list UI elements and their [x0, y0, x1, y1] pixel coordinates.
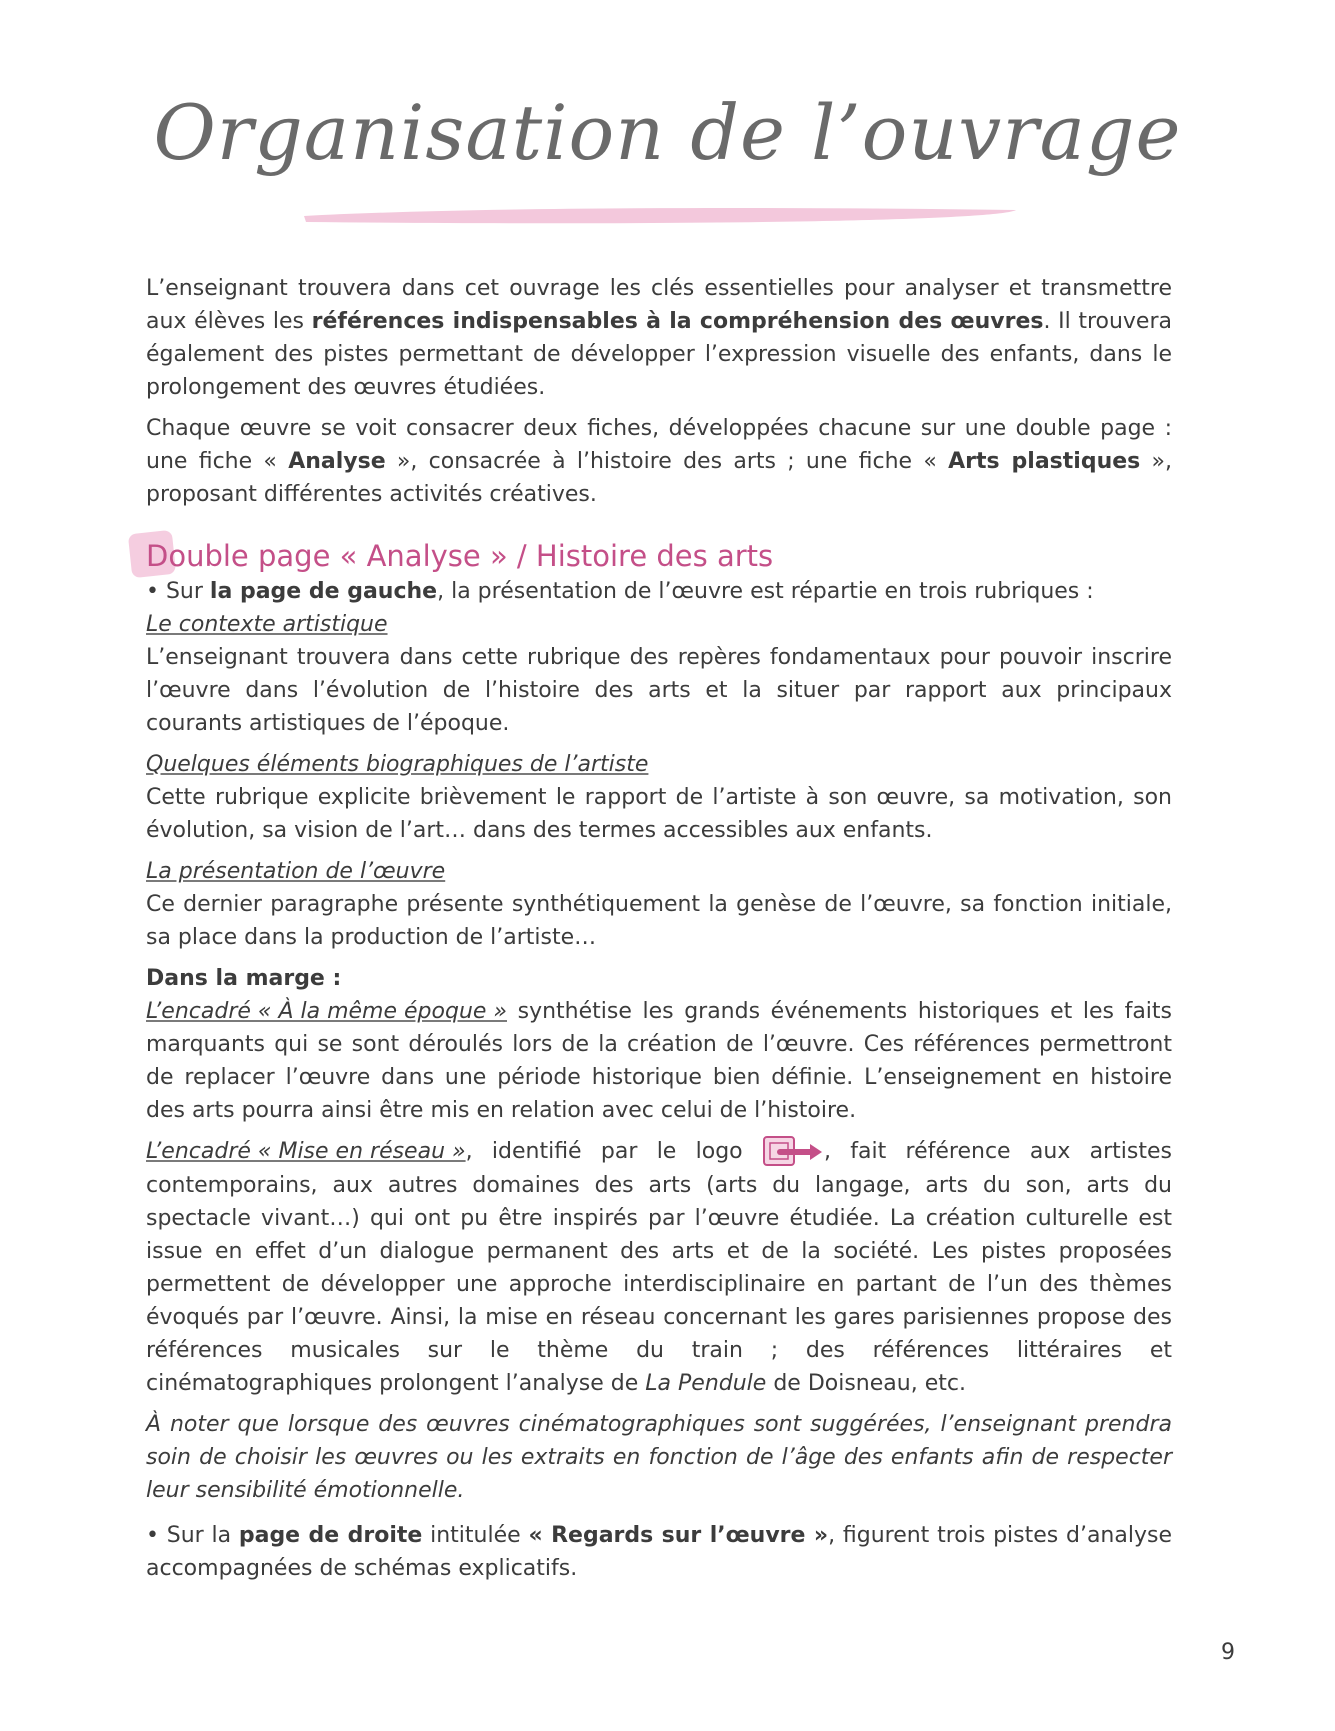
marge-heading — [146, 962, 1172, 995]
bullet2-bold-regards: « Regards sur l’œuvre » — [528, 1523, 829, 1548]
encadre-reseau-text-c: de Doisneau, etc. — [766, 1371, 966, 1396]
section-heading-text: Double page « Analyse » / Histoire des arts — [146, 539, 774, 573]
intro-p2-bold-arts: Arts plastiques — [948, 449, 1141, 474]
bio-text: Cette rubrique explicite brièvement le rapport de l’artiste à son œuvre, sa motivation, son évolution, sa vision de l’art… dans des termes accessibles aux enfants. — [146, 785, 1172, 843]
encadre-reseau-text-a: , identifié par le logo — [465, 1139, 762, 1164]
encadre-reseau-title: L’encadré « Mise en réseau » — [146, 1139, 466, 1164]
bullet2-bold-page: page de droite — [238, 1523, 423, 1548]
intro-paragraph-2 — [146, 412, 1172, 511]
presentation-subheading — [146, 855, 1172, 888]
contexte-text: L’enseignant trouvera dans cette rubrique des repères fondamentaux pour pouvoir inscrire l’œuvre dans l’évolution de l’histoire des arts et la situer par rapport aux principaux courants artistiques de l’époque. — [146, 645, 1172, 736]
intro-p1-text-c: . Il trouvera également des pistes permettant de développer l’expression visuelle des enfants, dans le prolongement des œuvres étudiées. — [146, 309, 1172, 400]
page-number: 9 — [1221, 1640, 1235, 1665]
marge-title: Dans la marge : — [146, 966, 342, 991]
intro-block — [146, 272, 1172, 519]
bullet1-bold: la page de gauche — [209, 579, 438, 604]
encadre-reseau-paragraph — [146, 1135, 1172, 1400]
section-heading — [146, 540, 1172, 573]
intro-p2-text-c: », consacrée à l’histoire des arts ; une fiche « — [385, 449, 949, 474]
presentation-title: La présentation de l’œuvre — [146, 859, 446, 884]
bullet2-text-e: , figurent trois pistes d’analyse accompagnées de schémas explicatifs. — [146, 1523, 1172, 1581]
intro-p2-text-e: », proposant différentes activités créatives. — [146, 449, 1173, 507]
intro-p2-bold-analyse: Analyse — [288, 449, 386, 474]
contexte-title: Le contexte artistique — [146, 612, 388, 637]
encadre-epoque-paragraph — [146, 995, 1172, 1127]
mise-en-reseau-logo-icon — [762, 1135, 824, 1169]
contexte-subheading — [146, 608, 1172, 641]
bullet1-text-c: , la présentation de l’œuvre est répartie en trois rubriques : — [437, 579, 1094, 604]
encadre-reseau-text-b: , fait référence aux artistes contemporains, aux autres domaines des arts (arts du langage, arts du son, arts du spectacle vivant…) qui ont pu être inspirés par l’œuvre étudiée. La création culturelle est issue en effet d’un dialogue permanent des arts et de la société. Les pistes proposées permettent de développer une approche interdisciplinaire en partant de l’un des thèmes évoqués par l’œuvre. Ainsi, la mise en réseau concernant les gares parisiennes propose des références musicales sur le thème du train ; des références littéraires et cinématographiques prolongent l’analyse de — [146, 1139, 1173, 1396]
cinema-note: À noter que lorsque des œuvres cinématographiques sont suggérées, l’enseignant prendra soin de choisir les œuvres ou les extraits en fonction de l’âge des enfants afin de respecter leur sensibilité émotionnelle. — [146, 1412, 1172, 1503]
intro-p1-text-a: L’enseignant trouvera dans cet ouvrage les clés essentielles pour analyser et transmettre aux élèves les — [146, 276, 1172, 334]
bio-title: Quelques éléments biographiques de l’artiste — [146, 752, 649, 777]
title-underline-stroke — [300, 200, 1020, 230]
intro-p1-bold: références indispensables à la compréhension des œuvres — [311, 309, 1044, 334]
encadre-epoque-title: L’encadré « À la même époque » — [146, 999, 507, 1024]
bullet-right-page — [146, 1519, 1172, 1585]
bullet1-text-a: • Sur — [146, 579, 210, 604]
presentation-text: Ce dernier paragraphe présente synthétiquement la genèse de l’œuvre, sa fonction initiale, sa place dans la production de l’artiste… — [146, 892, 1172, 950]
work-title-pendule: La Pendule — [645, 1371, 767, 1396]
encadre-epoque-text: synthétise les grands événements historiques et les faits marquants qui se sont déroulés lors de la création de l’œuvre. Ces références permettront de replacer l’œuvre dans une période historique bien définie. L’enseignement en histoire des arts pourra ainsi être mis en relation avec celui de l’histoire. — [146, 999, 1172, 1123]
bio-subheading — [146, 748, 1172, 781]
bullet-left-page — [146, 575, 1172, 608]
bullet2-text-c: intitulée — [422, 1523, 529, 1548]
intro-paragraph-1 — [146, 272, 1172, 404]
page-title: Organisation de l’ouvrage — [153, 88, 1182, 177]
analyse-section — [146, 540, 1172, 1585]
bullet2-text-a: • Sur la — [146, 1523, 239, 1548]
intro-p2-text-a: Chaque œuvre se voit consacrer deux fiches, développées chacune sur une double page : une fiche « — [146, 416, 1172, 474]
